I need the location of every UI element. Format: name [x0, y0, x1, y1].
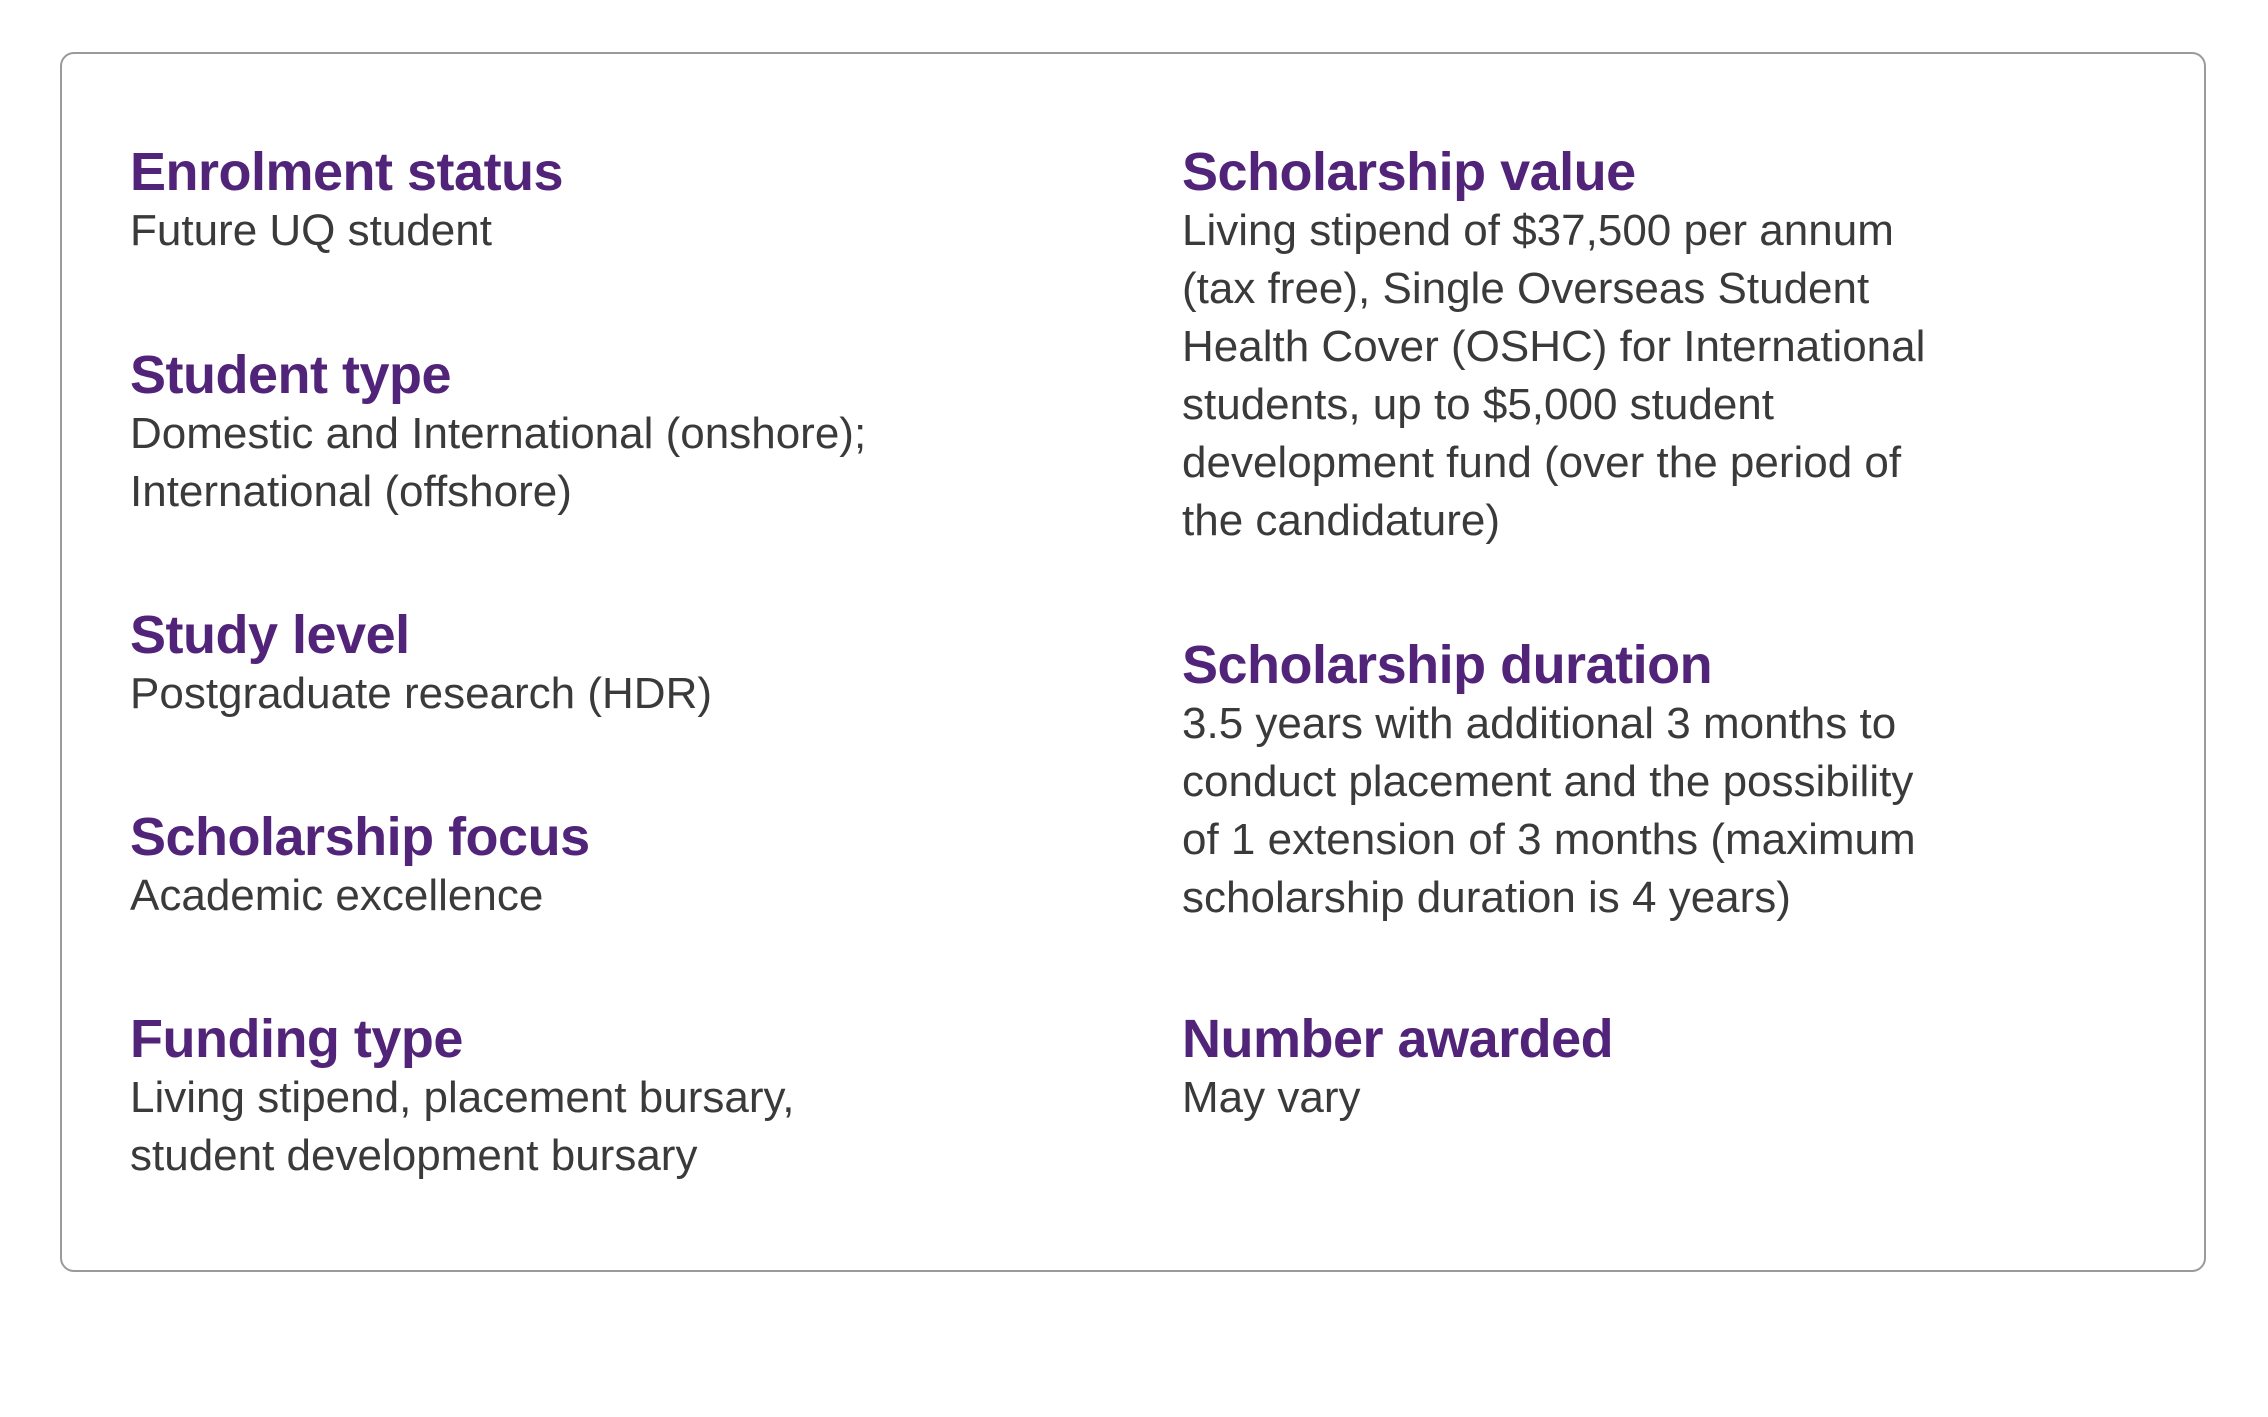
number-awarded-value: May vary [1182, 1073, 1361, 1122]
funding-type-section [130, 1009, 794, 1185]
student-type-section [130, 345, 866, 521]
scholarship-value-line-5: development fund (over the period of [1182, 438, 1902, 487]
study-level-value: Postgraduate research (HDR) [130, 669, 713, 718]
enrolment-status-heading: Enrolment status [130, 142, 564, 202]
scholarship-details-card [60, 52, 2206, 1272]
scholarship-value-line-2: (tax free), Single Overseas Student [1182, 264, 1870, 313]
scholarship-duration-heading: Scholarship duration [1182, 635, 1713, 695]
number-awarded-heading: Number awarded [1182, 1009, 1614, 1069]
scholarship-focus-heading: Scholarship focus [130, 807, 590, 867]
study-level-section [130, 605, 712, 723]
scholarship-value-line-4: students, up to $5,000 student [1182, 380, 1775, 429]
scholarship-focus-value: Academic excellence [130, 871, 544, 920]
scholarship-value-heading: Scholarship value [1182, 142, 1636, 202]
number-awarded-section [1182, 1009, 1613, 1127]
scholarship-duration-line-1: 3.5 years with additional 3 months to [1182, 699, 1897, 748]
enrolment-status-value: Future UQ student [130, 206, 492, 255]
scholarship-duration-section [1182, 635, 1916, 927]
scholarship-value-line-6: the candidature) [1182, 496, 1500, 545]
scholarship-value-section [1182, 142, 1925, 550]
funding-type-value-line-1: Living stipend, placement bursary, [130, 1073, 795, 1122]
scholarship-duration-line-2: conduct placement and the possibility [1182, 757, 1914, 806]
scholarship-duration-line-4: scholarship duration is 4 years) [1182, 873, 1791, 922]
funding-type-heading: Funding type [130, 1009, 463, 1069]
scholarship-value-line-1: Living stipend of $37,500 per annum [1182, 206, 1894, 255]
student-type-heading: Student type [130, 345, 452, 405]
student-type-value-line-2: International (offshore) [130, 467, 572, 516]
student-type-value-line-1: Domestic and International (onshore); [130, 409, 867, 458]
study-level-heading: Study level [130, 605, 410, 665]
scholarship-focus-section [130, 807, 590, 925]
enrolment-status-section [130, 142, 563, 260]
scholarship-duration-line-3: of 1 extension of 3 months (maximum [1182, 815, 1916, 864]
scholarship-value-line-3: Health Cover (OSHC) for International [1182, 322, 1926, 371]
funding-type-value-line-2: student development bursary [130, 1131, 698, 1180]
